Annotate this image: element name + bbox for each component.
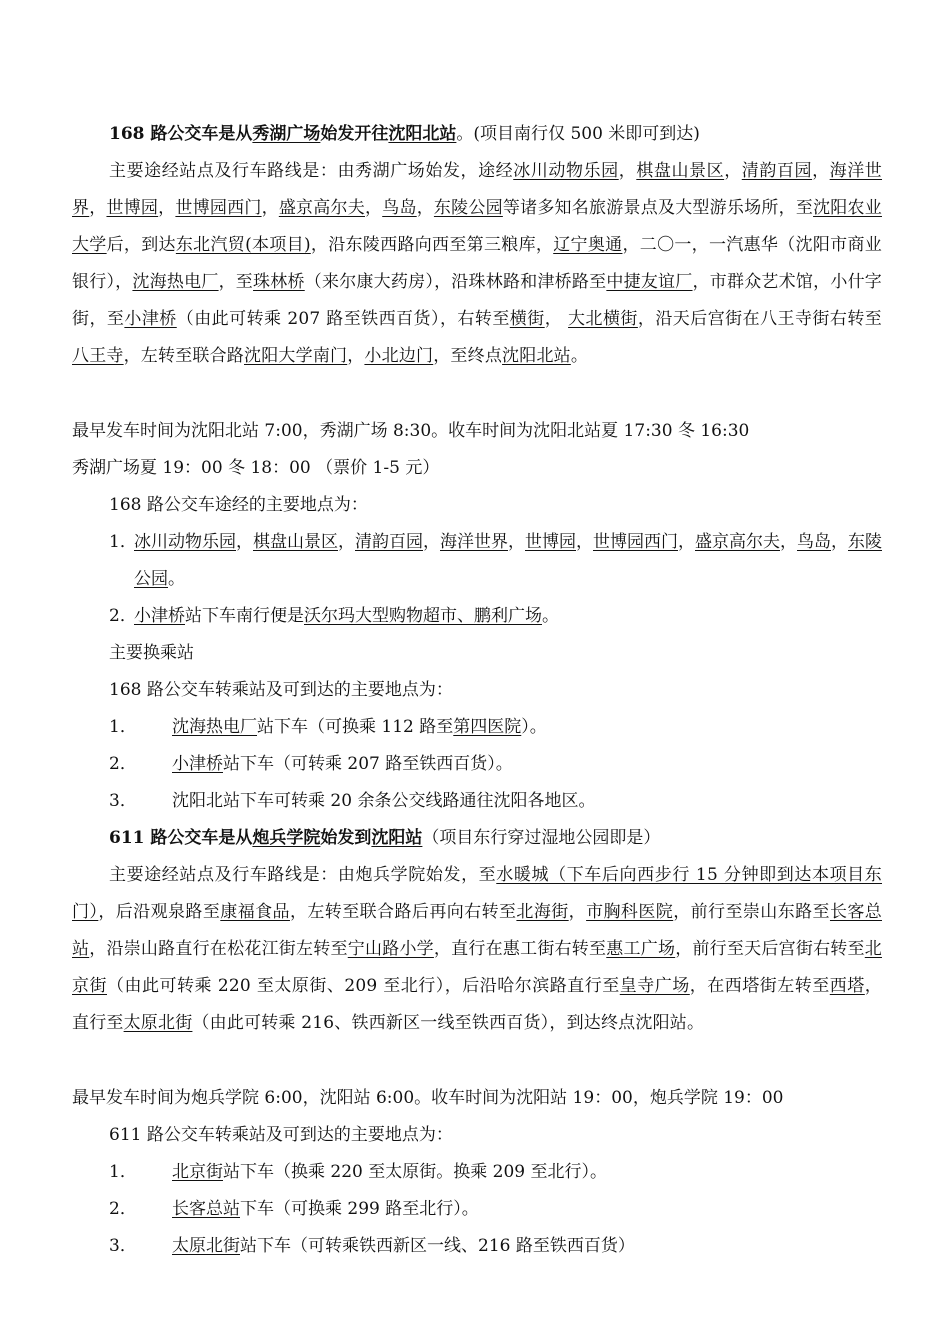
station-link: 世博园西门 (593, 532, 678, 552)
station-link: 小津桥 (124, 309, 177, 329)
route-168-schedule (72, 413, 902, 487)
station-link: 鸟岛 (382, 198, 417, 218)
station-link: 东陵公园 (134, 532, 882, 589)
station-link: 秀湖广场 (252, 124, 321, 144)
list-item: 2． 小津桥站下车南行便是沃尔玛大型购物超市、鹏利广场。 (109, 606, 559, 626)
main-points-heading: 168 路公交车途经的主要地点为： (109, 495, 368, 515)
station-link: 康福食品 (220, 902, 290, 922)
station-link: 沈阳北站 (502, 346, 571, 366)
destination-link: 沃尔玛大型购物超市、鹏利广场 (304, 606, 542, 626)
station-link: 棋盘山景区 (636, 161, 725, 181)
route-611-title: 611 路公交车是从炮兵学院始发到沈阳站（项目东行穿过湿地公园即是） (109, 828, 661, 848)
route-611-route-paragraph (72, 857, 882, 1042)
station-link: 北京街 (172, 1162, 223, 1182)
station-link: 长客总站 (72, 902, 882, 959)
station-link: 小津桥 (172, 754, 223, 774)
route-168-title: 168 路公交车是从秀湖广场始发开往沈阳北站。(项目南行仅 500 米即可到达) (109, 124, 700, 144)
station-link: 鸟岛 (797, 532, 831, 552)
transfer-label: 主要换乘站 (109, 643, 194, 663)
schedule-line: 最早发车时间为沈阳北站 7:00，秀湖广场 8:30。收车时间为沈阳北站夏 17:30 冬 16:30 (72, 421, 750, 441)
station-link: 清韵百园 (741, 161, 813, 181)
station-link: 清韵百园 (355, 532, 423, 552)
route-168-section (72, 116, 882, 153)
list-item: 1． 冰川动物乐园，棋盘山景区，清韵百园，海洋世界，世博园，世博园西门，盛京高尔夫，鸟岛，东陵公园。 (109, 532, 882, 589)
station-link: 大北横街 (568, 309, 638, 329)
station-link: 宁山路小学 (347, 939, 434, 959)
station-link: 太原北街 (123, 1013, 193, 1033)
station-link: 棋盘山景区 (253, 532, 338, 552)
station-link: 冰川动物乐园 (134, 532, 236, 552)
transfer-heading: 168 路公交车转乘站及可到达的主要地点为： (109, 680, 453, 700)
station-link: 沈海热电厂 (172, 717, 257, 737)
station-link: 市胸科医院 (586, 902, 674, 922)
schedule-line: 秀湖广场夏 19：00 冬 18：00 （票价 1-5 元） (72, 458, 440, 478)
transfer-item: 1． 沈海热电厂站下车（可换乘 112 路至第四医院）。 (109, 717, 547, 737)
route-611-transfers (72, 1117, 882, 1265)
station-link: 盛京高尔夫 (278, 198, 365, 218)
station-link: 北海街 (516, 902, 569, 922)
station-link: 珠林桥 (253, 272, 305, 292)
station-link: 世博园 (106, 198, 159, 218)
station-link: 沈阳站 (371, 828, 423, 848)
station-link: 东陵公园 (433, 198, 503, 218)
transfer-item: 2． 长客总站下车（可换乘 299 路至北行）。 (109, 1199, 479, 1219)
station-link: 沈阳农业大学 (72, 198, 882, 255)
station-link: 横街 (509, 309, 545, 329)
station-link: 沈海热电厂 (132, 272, 219, 292)
station-link: 中捷友谊厂 (606, 272, 693, 292)
destination-link: 第四医院 (453, 717, 522, 737)
station-link: 东北汽贸(本项目) (175, 235, 311, 255)
transfer-item: 3． 太原北街站下车（可转乘铁西新区一线、216 路至铁西百货） (109, 1236, 635, 1256)
transfer-item: 3． 沈阳北站下车可转乘 20 余条公交线路通往沈阳各地区。 (109, 791, 596, 811)
station-link: 沈阳大学南门 (244, 346, 348, 366)
transfer-heading: 611 路公交车转乘站及可到达的主要地点为： (109, 1125, 453, 1145)
station-link: 西塔 (829, 976, 865, 996)
station-link: 惠工广场 (606, 939, 676, 959)
station-link: 沈阳北站 (388, 124, 457, 144)
station-link: 皇寺广场 (619, 976, 690, 996)
route-611-schedule (72, 1080, 902, 1117)
station-link: 长客总站 (172, 1199, 240, 1219)
route-168-route-paragraph (72, 153, 882, 375)
route-168-description: 主要途经站点及行车路线是：由秀湖广场始发，途经冰川动物乐园，棋盘山景区，清韵百园，海洋世界，世博园，世博园西门，盛京高尔夫，鸟岛，东陵公园等诸多知名旅游景点及大型游乐场所，至沈阳农业大学后，到达东北汽贸(本项目)，沿东陵西路向西至第三粮库，辽宁奥通，二〇一，一汽惠华（沈阳市商业银行），沈海热电厂，至珠林桥（来尔康大药房），沿珠林路和津桥路至中捷友谊厂，市群众艺术馆，小什字街，至小津桥（由此可转乘 207 路至铁西百货），右转至横街， 大北横街，沿天后宫街在八王寺街右转至 八王寺，左转至联合路沈阳大学南门，小北边门，至终点沈阳北站。 (72, 161, 883, 366)
station-link: 海洋世界 (72, 161, 883, 218)
transfer-item: 2． 小津桥站下车（可转乘 207 路至铁西百货）。 (109, 754, 513, 774)
route-611-section (72, 820, 882, 857)
station-link: 炮兵学院 (252, 828, 321, 848)
station-link: 太原北街 (172, 1236, 240, 1256)
route-611-description: 主要途经站点及行车路线是：由炮兵学院始发，至水暖城（下车后向西步行 15 分钟即到达本项目东门），后沿观泉路至康福食品，左转至联合路后再向右转至北海街，市胸科医院，前行至崇山东路至长客总站，沿崇山路直行在松花江街左转至宁山路小学，直行在惠工街右转至惠工广场，前行至天后宫街右转至北京街（由此可转乘 220 至太原街、209 至北行），后沿哈尔滨路直行至皇寺广场，在西塔街左转至西塔，直行至太原北街（由此可转乘 216、铁西新区一线至铁西百货），到达终点沈阳站。 (72, 865, 882, 1033)
station-link: 世博园西门 (175, 198, 262, 218)
station-link: 海洋世界 (440, 532, 508, 552)
station-link: 北京街 (72, 939, 882, 996)
schedule-line: 最早发车时间为炮兵学院 6:00，沈阳站 6:00。收车时间为沈阳站 19：00，炮兵学院 19：00 (72, 1088, 784, 1108)
station-link: 盛京高尔夫 (695, 532, 780, 552)
transfer-item: 1． 北京街站下车（换乘 220 至太原街。换乘 209 至北行）。 (109, 1162, 608, 1182)
route-168-main-points (72, 487, 882, 820)
station-link: 世博园 (525, 532, 576, 552)
station-link: 小津桥 (134, 606, 185, 626)
station-link: 冰川动物乐园 (513, 161, 619, 181)
station-link: 八王寺 (72, 346, 124, 366)
station-link: 水暖城（下车后向西步行 15 分钟即到达本项目东门） (72, 865, 882, 922)
station-link: 辽宁奥通 (553, 235, 623, 255)
station-link: 小北边门 (364, 346, 434, 366)
